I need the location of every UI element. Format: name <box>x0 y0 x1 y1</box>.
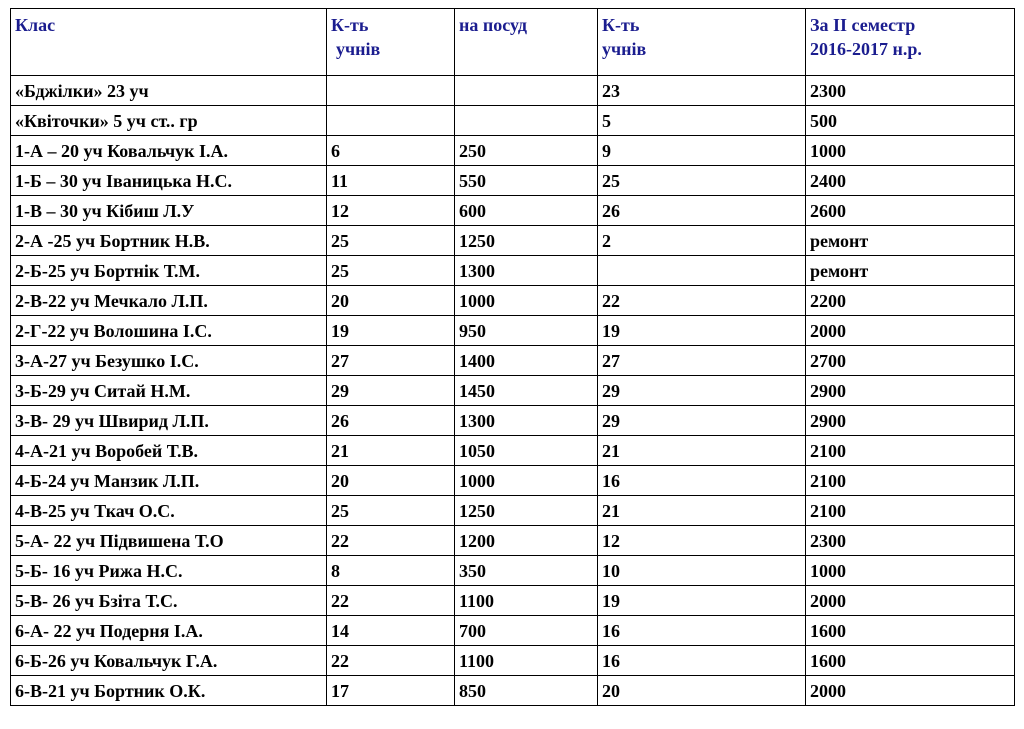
cell-semester: 2300 <box>806 526 1015 556</box>
cell-class: 5-А- 22 уч Підвишена Т.О <box>11 526 327 556</box>
table-row <box>11 196 1015 226</box>
cell-class: 6-А- 22 уч Подерня І.А. <box>11 616 327 646</box>
cell-students-count-2: 22 <box>598 286 806 316</box>
cell-students-count-1 <box>327 76 455 106</box>
cell-dishes: 1050 <box>455 436 598 466</box>
cell-students-count-1: 22 <box>327 586 455 616</box>
cell-semester: 2400 <box>806 166 1015 196</box>
cell-students-count-1: 27 <box>327 346 455 376</box>
cell-students-count-1: 25 <box>327 256 455 286</box>
cell-dishes: 1450 <box>455 376 598 406</box>
cell-students-count-1: 22 <box>327 646 455 676</box>
cell-class: 2-Б-25 уч Бортнік Т.М. <box>11 256 327 286</box>
cell-semester: ремонт <box>806 256 1015 286</box>
cell-dishes: 1400 <box>455 346 598 376</box>
cell-class: 2-Г-22 уч Волошина І.С. <box>11 316 327 346</box>
table-row <box>11 346 1015 376</box>
cell-semester: 1000 <box>806 136 1015 166</box>
cell-students-count-2: 25 <box>598 166 806 196</box>
cell-students-count-1: 21 <box>327 436 455 466</box>
cell-students-count-2: 12 <box>598 526 806 556</box>
table-row <box>11 106 1015 136</box>
cell-semester: 2000 <box>806 586 1015 616</box>
cell-semester: ремонт <box>806 226 1015 256</box>
cell-semester: 1000 <box>806 556 1015 586</box>
table-row <box>11 406 1015 436</box>
cell-students-count-1 <box>327 106 455 136</box>
table-row <box>11 496 1015 526</box>
cell-students-count-1: 29 <box>327 376 455 406</box>
cell-dishes: 1200 <box>455 526 598 556</box>
cell-students-count-1: 11 <box>327 166 455 196</box>
cell-dishes: 1000 <box>455 286 598 316</box>
cell-class: «Бджілки» 23 уч <box>11 76 327 106</box>
table-row <box>11 586 1015 616</box>
cell-students-count-2: 21 <box>598 496 806 526</box>
header-semester: За II семестр 2016-2017 н.р. <box>806 9 1015 76</box>
cell-students-count-2: 27 <box>598 346 806 376</box>
cell-dishes: 850 <box>455 676 598 706</box>
table-row <box>11 286 1015 316</box>
cell-class: 1-А – 20 уч Ковальчук І.А. <box>11 136 327 166</box>
cell-semester: 2600 <box>806 196 1015 226</box>
cell-class: 1-В – 30 уч Кібиш Л.У <box>11 196 327 226</box>
table-row <box>11 556 1015 586</box>
cell-class: 3-А-27 уч Безушко І.С. <box>11 346 327 376</box>
header-dishes: на посуд <box>455 9 598 76</box>
cell-class: 6-В-21 уч Бортник О.К. <box>11 676 327 706</box>
table-row <box>11 256 1015 286</box>
cell-dishes: 950 <box>455 316 598 346</box>
cell-class: 4-А-21 уч Воробей Т.В. <box>11 436 327 466</box>
cell-dishes: 250 <box>455 136 598 166</box>
cell-dishes: 1300 <box>455 256 598 286</box>
table-row <box>11 616 1015 646</box>
cell-students-count-1: 20 <box>327 286 455 316</box>
cell-students-count-2: 23 <box>598 76 806 106</box>
table-row <box>11 526 1015 556</box>
cell-students-count-2: 16 <box>598 466 806 496</box>
cell-class: 3-Б-29 уч Ситай Н.М. <box>11 376 327 406</box>
table-row <box>11 166 1015 196</box>
cell-students-count-1: 17 <box>327 676 455 706</box>
table-body <box>11 76 1015 706</box>
class-collection-table <box>10 8 1015 706</box>
cell-class: «Квіточки» 5 уч ст.. гр <box>11 106 327 136</box>
cell-dishes <box>455 106 598 136</box>
table-row <box>11 316 1015 346</box>
cell-semester: 2100 <box>806 436 1015 466</box>
cell-students-count-2: 5 <box>598 106 806 136</box>
cell-dishes: 700 <box>455 616 598 646</box>
cell-class: 2-В-22 уч Мечкало Л.П. <box>11 286 327 316</box>
cell-semester: 2900 <box>806 376 1015 406</box>
cell-semester: 2100 <box>806 496 1015 526</box>
table-row <box>11 376 1015 406</box>
cell-students-count-1: 6 <box>327 136 455 166</box>
cell-class: 5-Б- 16 уч Рижа Н.С. <box>11 556 327 586</box>
cell-semester: 1600 <box>806 646 1015 676</box>
cell-students-count-2: 16 <box>598 616 806 646</box>
cell-class: 4-Б-24 уч Манзик Л.П. <box>11 466 327 496</box>
cell-dishes: 600 <box>455 196 598 226</box>
table-header <box>11 9 1015 76</box>
cell-students-count-2: 21 <box>598 436 806 466</box>
cell-dishes: 1000 <box>455 466 598 496</box>
cell-students-count-2: 10 <box>598 556 806 586</box>
cell-semester: 500 <box>806 106 1015 136</box>
cell-students-count-1: 26 <box>327 406 455 436</box>
cell-class: 4-В-25 уч Ткач О.С. <box>11 496 327 526</box>
table-row <box>11 226 1015 256</box>
cell-semester: 2700 <box>806 346 1015 376</box>
cell-dishes: 1300 <box>455 406 598 436</box>
cell-class: 5-В- 26 уч Бзіта Т.С. <box>11 586 327 616</box>
cell-dishes: 1250 <box>455 226 598 256</box>
cell-students-count-2: 2 <box>598 226 806 256</box>
cell-students-count-2 <box>598 256 806 286</box>
cell-students-count-2: 20 <box>598 676 806 706</box>
header-row <box>11 9 1015 76</box>
cell-semester: 2200 <box>806 286 1015 316</box>
cell-semester: 2000 <box>806 316 1015 346</box>
cell-students-count-2: 19 <box>598 586 806 616</box>
header-class: Клас <box>11 9 327 76</box>
cell-class: 3-В- 29 уч Швирид Л.П. <box>11 406 327 436</box>
cell-students-count-1: 8 <box>327 556 455 586</box>
cell-students-count-1: 20 <box>327 466 455 496</box>
cell-students-count-2: 9 <box>598 136 806 166</box>
header-students-count-2: К-ть учнів <box>598 9 806 76</box>
table-row <box>11 646 1015 676</box>
cell-class: 1-Б – 30 уч Іваницька Н.С. <box>11 166 327 196</box>
cell-semester: 2100 <box>806 466 1015 496</box>
cell-class: 2-А -25 уч Бортник Н.В. <box>11 226 327 256</box>
cell-dishes: 1250 <box>455 496 598 526</box>
cell-students-count-2: 26 <box>598 196 806 226</box>
cell-dishes: 550 <box>455 166 598 196</box>
cell-semester: 2900 <box>806 406 1015 436</box>
cell-dishes: 350 <box>455 556 598 586</box>
cell-students-count-2: 29 <box>598 406 806 436</box>
table-row <box>11 136 1015 166</box>
header-students-count-1: К-ть учнів <box>327 9 455 76</box>
cell-students-count-1: 25 <box>327 496 455 526</box>
cell-semester: 2000 <box>806 676 1015 706</box>
table-row <box>11 466 1015 496</box>
cell-students-count-1: 14 <box>327 616 455 646</box>
table-row <box>11 676 1015 706</box>
cell-students-count-2: 16 <box>598 646 806 676</box>
cell-class: 6-Б-26 уч Ковальчук Г.А. <box>11 646 327 676</box>
cell-students-count-1: 12 <box>327 196 455 226</box>
cell-semester: 2300 <box>806 76 1015 106</box>
cell-students-count-1: 25 <box>327 226 455 256</box>
cell-semester: 1600 <box>806 616 1015 646</box>
cell-students-count-2: 29 <box>598 376 806 406</box>
table-row <box>11 436 1015 466</box>
cell-dishes: 1100 <box>455 586 598 616</box>
table-row <box>11 76 1015 106</box>
cell-students-count-1: 22 <box>327 526 455 556</box>
cell-students-count-1: 19 <box>327 316 455 346</box>
cell-dishes <box>455 76 598 106</box>
cell-dishes: 1100 <box>455 646 598 676</box>
cell-students-count-2: 19 <box>598 316 806 346</box>
